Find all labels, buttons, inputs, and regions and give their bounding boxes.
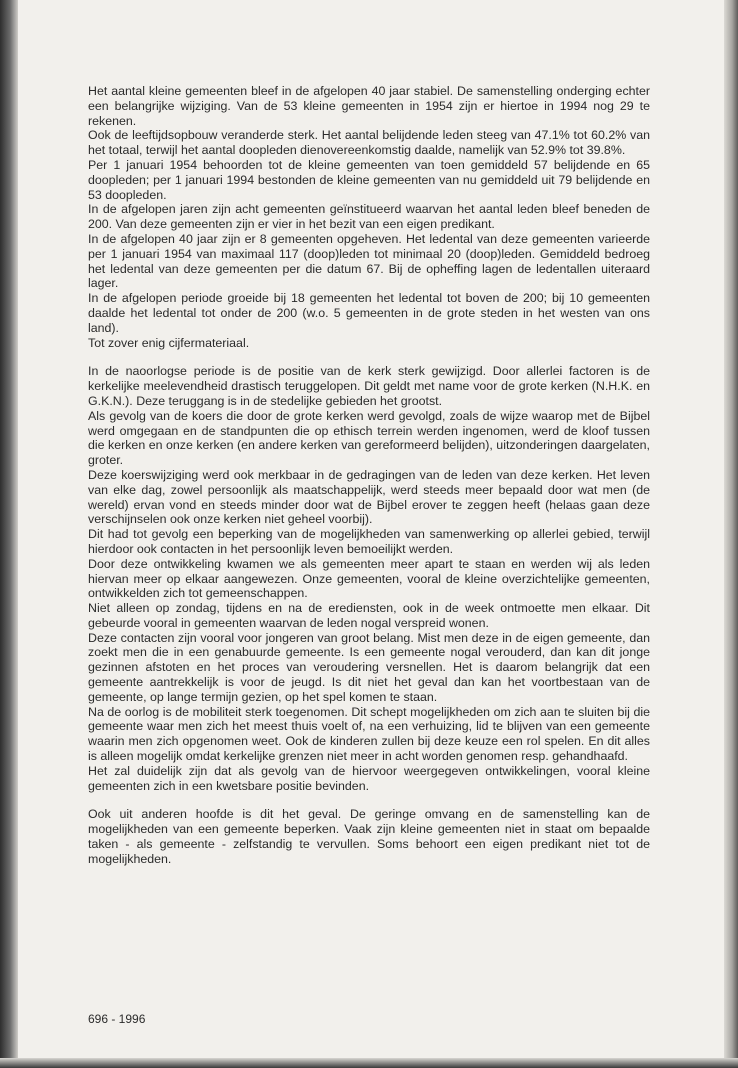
section-gap (88, 350, 650, 364)
paragraph: Niet alleen op zondag, tijdens en na de erediensten, ook in de week ontmoette men elkaar. Dit gebeurde vooral in gemeenten waarvan de leden nogal verspreid wonen. (88, 601, 650, 630)
paragraph: Deze koerswijziging werd ook merkbaar in de gedragingen van de leden van deze kerken. Het leven van elke dag, zowel persoonlijk als maatschappelijk, werd steeds meer bepaald door wat men (de wereld) ervan vond en steeds minder door wat de Bijbel erover te zeggen heeft (helaas gaan deze verschijnselen ook onze kerken niet geheel voorbij). (88, 467, 650, 527)
page-binding-shadow (0, 0, 18, 1068)
paragraph: Ook uit anderen hoofde is dit het geval. De geringe omvang en de samenstelling kan de mogelijkheden van een gemeente beperken. Vaak zijn kleine gemeenten niet in staat om bepaalde taken - als gemeente - zelfstandig te vervullen. Soms behoort een eigen predikant niet tot de mogelijkheden. (88, 807, 650, 866)
paragraph: Per 1 januari 1954 behoorden tot de kleine gemeenten van toen gemiddeld 57 belijdende en 65 doopleden; per 1 januari 1994 bestonden de kleine gemeenten van nu gemiddeld uit 79 belijdende en 53 doopleden. (88, 157, 650, 202)
paragraph: Als gevolg van de koers die door de grote kerken werd gevolgd, zoals de wijze waarop met de Bijbel werd omgegaan en de standpunten die op ethisch terrein werden ingenomen, werd de kloof tussen die kerken en onze kerken (en andere kerken van gereformeerd belijden), uitzonderingen daargelaten, groter. (88, 408, 650, 468)
paragraph: In de afgelopen 40 jaar zijn er 8 gemeenten opgeheven. Het ledental van deze gemeenten varieerde per 1 januari 1954 van maximaal 117 (doop)leden tot minimaal 20 (doop)leden. Gemiddeld bedroeg het ledental van deze gemeenten per die datum 67. Bij de opheffing lagen de ledentallen uiteraard lager. (88, 231, 650, 291)
paragraph: Tot zover enig cijfermateriaal. (88, 335, 250, 350)
paragraph: In de afgelopen periode groeide bij 18 gemeenten het ledental tot boven de 200; bij 10 gemeenten daalde het ledental tot onder de 200 (w.o. 5 gemeenten in de grote steden in het westen van ons land). (88, 291, 650, 335)
page-edge-right (724, 0, 738, 1068)
paragraph: Dit had tot gevolg een beperking van de mogelijkheden van samenwerking op allerlei gebied, terwijl hierdoor ook contacten in het persoonlijk leven bemoeilijkt werden. (88, 527, 650, 556)
paragraph: Ook de leeftijdsopbouw veranderde sterk. Het aantal belijdende leden steeg van 47.1% tot 60.2% van het totaal, terwijl het aantal doopleden dienovereenkomstig daalde, namelijk van 52.9% tot 39.8%. (88, 128, 650, 158)
paragraph: Door deze ontwikkeling kwamen we als gemeenten meer apart te staan en werden wij als leden hiervan meer op elkaar aangewezen. Onze gemeenten, vooral de kleine overzichtelijke gemeenten, ontwikkelden zich tot gemeenschappen. (88, 556, 650, 601)
section-gap (88, 793, 650, 807)
paragraph: Deze contacten zijn vooral voor jongeren van groot belang. Mist men deze in de eigen gemeente, dan zoekt men die in een genabuurde gemeente. Is een gemeente nogal verouderd, dan kan dit jonge gezinnen afstoten en het proces van veroudering versnellen. Het is daarom belangrijk dat een gemeente aantrekkelijk is voor de jeugd. Is dit niet het geval dan kan het voortbestaan van de gemeente, op lange termijn gezien, op het spel komen te staan. (88, 630, 650, 704)
paragraph: In de naoorlogse periode is de positie van de kerk sterk gewijzigd. Door allerlei factoren is de kerkelijke meelevendheid drastisch teruggelopen. Dit geldt met name voor de grote kerken (N.H.K. en G.K.N.). Deze teruggang is in de stedelijke gebieden het grootst. (88, 364, 650, 408)
body-text (88, 84, 650, 867)
paragraph: Het zal duidelijk zijn dat als gevolg van de hiervoor weergegeven ontwikkelingen, vooral kleine gemeenten zich in een kwetsbare positie bevinden. (88, 763, 650, 793)
paragraph: Na de oorlog is de mobiliteit sterk toegenomen. Dit schept mogelijkheden om zich aan te sluiten bij die gemeente waar men zich het meest thuis voelt of, na een verhuizing, lid te blijven van een gemeente waarin men zich opgenomen weet. Ook de kinderen zullen bij deze keuze een rol spelen. En dit alles is alleen mogelijk omdat kerkelijke grenzen niet meer in acht worden genomen resp. gehandhaafd. (88, 704, 650, 764)
page-number: 696 - 1996 (88, 1012, 146, 1026)
page-edge-bottom (0, 1058, 738, 1068)
paragraph: Het aantal kleine gemeenten bleef in de afgelopen 40 jaar stabiel. De samenstelling onderging echter een belangrijke wijziging. Van de 53 kleine gemeenten in 1954 zijn er hiertoe in 1994 nog 29 te rekenen. (88, 84, 650, 128)
paragraph: In de afgelopen jaren zijn acht gemeenten geïnstitueerd waarvan het aantal leden bleef beneden de 200. Van deze gemeenten zijn er vier in het bezit van een eigen predikant. (88, 202, 650, 232)
